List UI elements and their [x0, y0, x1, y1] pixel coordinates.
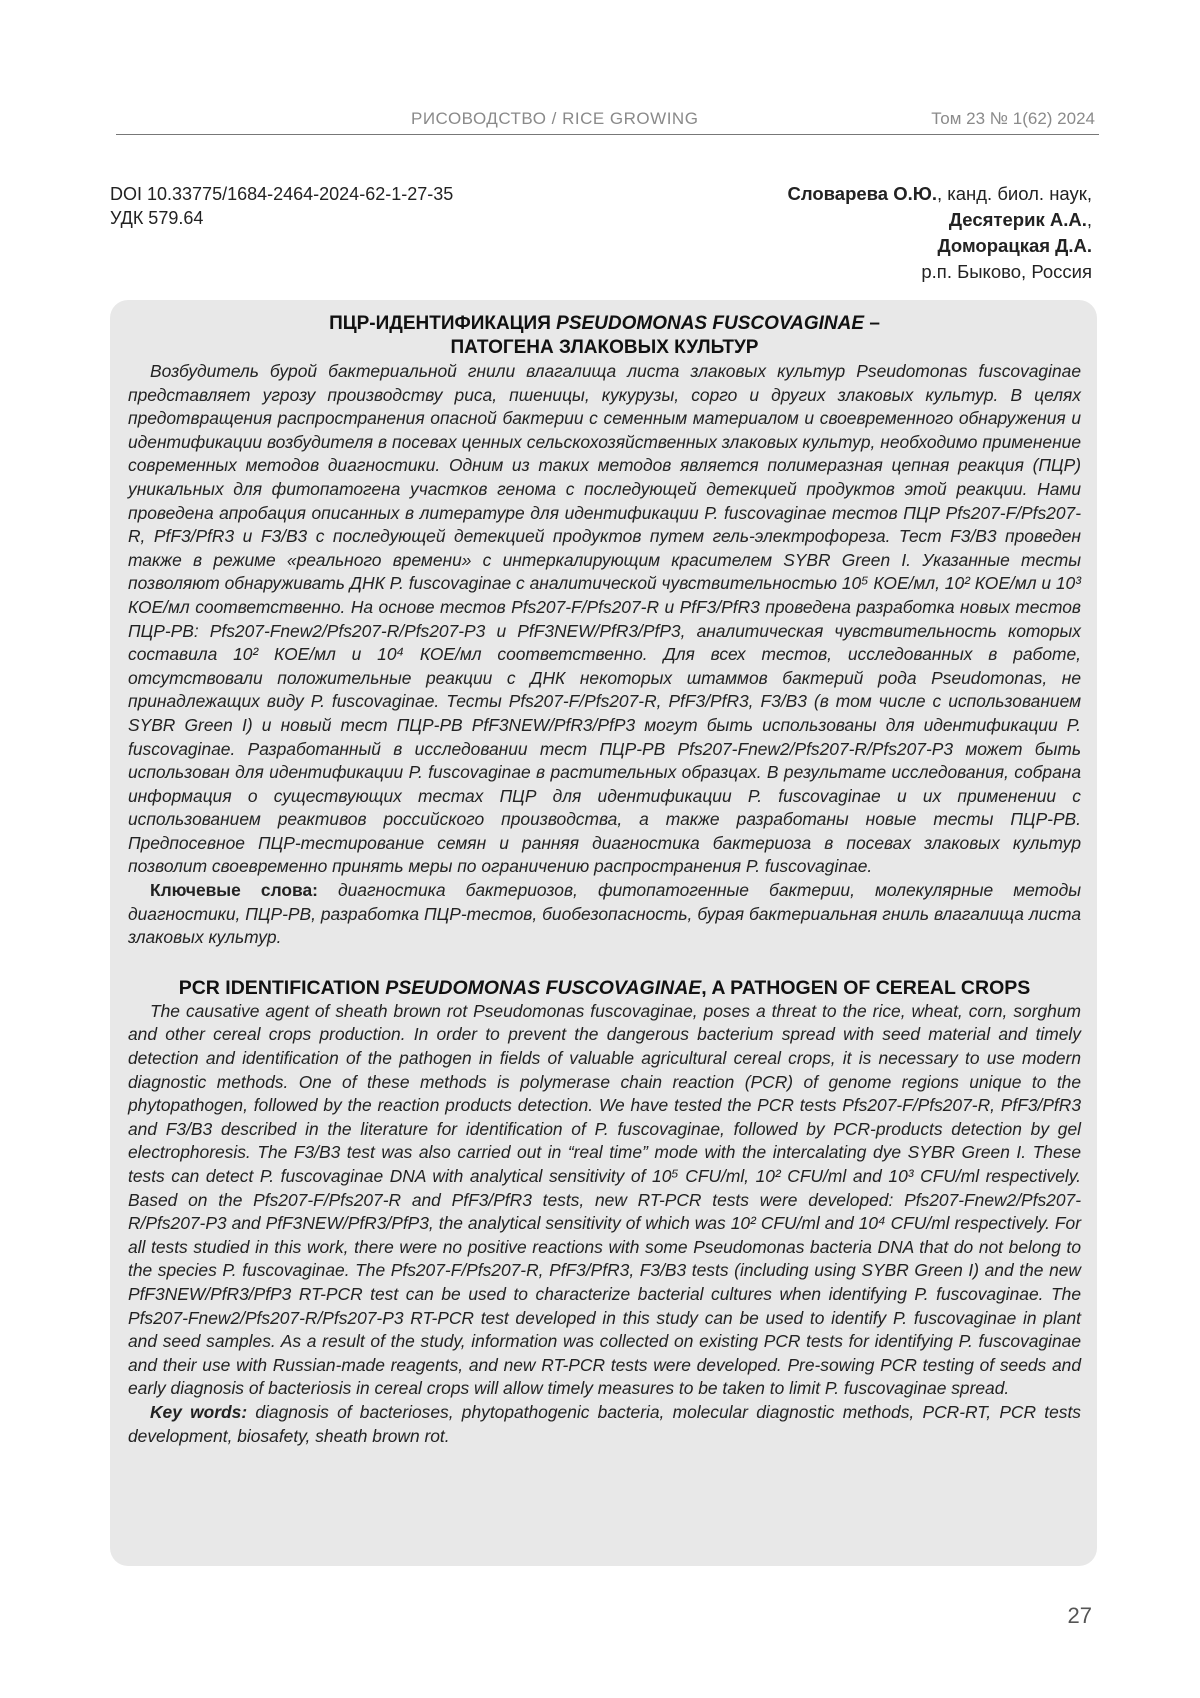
- author-2: [787, 207, 1092, 233]
- author-1: [787, 181, 1092, 207]
- author-location: р.п. Быково, Россия: [921, 261, 1092, 282]
- ru-keywords-text: диагностика бактериозов, фитопатогенные бактерии, молекулярные методы диагностики, ПЦР-РВ, разработка ПЦР-тестов, биобезопасность, бурая бактериальная гниль влагалища листа злаковых культур.: [128, 880, 1082, 948]
- doi[interactable]: DOI 10.33775/1684-2464-2024-62-1-27-35: [110, 184, 454, 204]
- page-number: 27: [1067, 1603, 1092, 1628]
- running-header: [116, 106, 1099, 135]
- ru-keywords: [128, 879, 1081, 950]
- author-2-name: Десятерик А.А.: [948, 209, 1087, 230]
- journal-name: РИСОВОДСТВО / RICE GROWING: [411, 109, 699, 128]
- en-keywords-label: Key words:: [150, 1401, 248, 1422]
- author-3: [787, 233, 1092, 259]
- ru-title-suffix: –: [864, 313, 880, 334]
- en-title-suffix: , A PATHOGEN OF CEREAL CROPS: [701, 976, 1031, 999]
- ru-title-line2: ПАТОГЕНА ЗЛАКОВЫХ КУЛЬТУР: [450, 337, 759, 358]
- author-1-degree: , канд. биол. наук,: [936, 183, 1092, 204]
- en-title: [128, 976, 1081, 1000]
- author-list: [787, 181, 1092, 285]
- ru-title-prefix: ПЦР-ИДЕНТИФИКАЦИЯ: [329, 313, 557, 334]
- en-title-prefix: PCR IDENTIFICATION: [178, 976, 386, 999]
- ru-title: [128, 312, 1081, 360]
- en-keywords-text: diagnosis of bacterioses, phytopathogenic bacteria, molecular diagnostic methods, PCR-RT, PCR tests development, biosafety, sheath brown rot.: [128, 1401, 1081, 1446]
- en-title-species: PSEUDOMONAS FUSCOVAGINAE: [385, 976, 702, 999]
- en-abstract: The causative agent of sheath brown rot Pseudomonas fuscovaginae, poses a threat to the rice, wheat, corn, sorghum and other cereal crops production. In order to prevent the dangerous bacterium spread with seed material and timely detection and identification of the pathogen in fields of valuable agricultural cereal crops, it is necessary to use modern diagnostic methods. One of these methods is polymerase chain reaction (PCR) of genome regions unique to the phytopathogen, followed by the reaction products detection. We have tested the PCR tests Pfs207-F/Pfs207-R, PfF3/PfR3 and F3/B3 described in the literature for identification of P. fuscovaginae, followed by PCR-products detection by gel electrophoresis. The F3/B3 test was also carried out in “real time” mode with the intercalating dye SYBR Green I. These tests can detect P. fuscovaginae DNA with analytical sensitivity of 10⁵ CFU/ml, 10² CFU/ml and 10³ CFU/ml respectively. Based on the Pfs207-F/Pfs207-R and PfF3/PfR3 tests, new RT-PCR tests were developed: Pfs207-Fnew2/Pfs207-R/Pfs207-P3 and PfF3NEW/PfR3/PfP3, the analytical sensitivity of which was 10² CFU/ml and 10⁴ CFU/ml respectively. For all tests studied in this work, there were no positive reactions with some Pseudomonas bacteria DNA that do not belong to the species P. fuscovaginae. The Pfs207-F/Pfs207-R, PfF3/PfR3, F3/B3 tests (including using SYBR Green I) and the new PfF3NEW/PfR3/PfP3 RT-PCR test can be used to characterize bacterial cultures when identifying P. fuscovaginae. The Pfs207-Fnew2/Pfs207-R/Pfs207-P3 RT-PCR test developed in this study can be used to identify P. fuscovaginae in plant and seed samples. As a result of the study, information was collected on existing PCR tests for identifying P. fuscovaginae and their use with Russian-made reagents, and new RT-PCR tests were developed. Pre-sowing PCR testing of seeds and early diagnosis of bacteriosis in cereal crops will allow timely measures to be taken to limit P. fuscovaginae spread.: [128, 1000, 1081, 1399]
- ru-abstract: Возбудитель бурой бактериальной гнили влагалища листа злаковых культур Pseudomonas fuscovaginae представляет угрозу производству риса, пшеницы, кукурузы, сорго и других злаковых культур. В целях предотвращения распространения опасной бактерии с семенным материалом и своевременного обнаружения и идентификации возбудителя в посевах ценных сельскохозяйственных злаковых культур, необходимо применение современных методов диагностики. Одним из таких методов является полимеразная цепная реакция (ПЦР) уникальных для фитопатогена участков генома с последующей детекцией продуктов этой реакции. Нами проведена апробация описанных в литературе для идентификации P. fuscovaginae тестов ПЦР Pfs207-F/Pfs207-R, PfF3/PfR3 и F3/B3 с последующей детекцией продуктов путем гель-электрофореза. Тест F3/B3 проведен также в режиме «реального времени» с интеркалирующим красителем SYBR Green I. Указанные тесты позволяют обнаруживать ДНК P. fuscovaginae с аналитической чувствительностью 10⁵ КОЕ/мл, 10² КОЕ/мл и 10³ КОЕ/мл соответственно. На основе тестов Pfs207-F/Pfs207-R и PfF3/PfR3 проведена разработка новых тестов ПЦР-РВ: Pfs207-Fnew2/Pfs207-R/Pfs207-P3 и PfF3NEW/PfR3/PfP3, аналитическая чувствительность которых составила 10² КОЕ/мл и 10⁴ КОЕ/мл соответственно. Для всех тестов, исследованных в работе, отсутствовали положительные реакции с ДНК некоторых штаммов бактерий рода Pseudomonas, не принадлежащих виду P. fuscovaginae. Тесты Pfs207-F/Pfs207-R, PfF3/PfR3, F3/B3 (в том числе с использованием SYBR Green I) и новый тест ПЦР-РВ PfF3NEW/PfR3/PfP3 могут быть использованы для идентификации P. fuscovaginae. Разработанный в исследовании тест ПЦР-РВ Pfs207-Fnew2/Pfs207-R/Pfs207-P3 может быть использован для идентификации P. fuscovaginae в растительных образцах. В результате исследования, собрана информация о существующих тестах ПЦР для идентификации P. fuscovaginae и их применении с использованием реактивов российского производства, а также разработаны новые тесты ПЦР-РВ. Предпосевное ПЦР-тестирование семян и ранняя диагностика бактериоза в посевах злаковых культур позволит своевременно принять меры по ограничению распространения P. fuscovaginae.: [128, 361, 1081, 877]
- abstract-box: [110, 300, 1097, 1566]
- en-keywords: [128, 1401, 1081, 1448]
- issue-info: Том 23 № 1(62) 2024: [931, 109, 1095, 128]
- ru-title-species: PSEUDOMONAS FUSCOVAGINAE: [556, 313, 865, 334]
- ru-keywords-label: Ключевые слова:: [150, 880, 318, 901]
- author-1-name: Словарева О.Ю.: [787, 183, 937, 204]
- author-2-sep: ,: [1086, 209, 1092, 230]
- author-3-name: Доморацкая Д.А.: [937, 235, 1092, 256]
- udk: УДК 579.64: [110, 208, 204, 228]
- article-identifiers: [110, 182, 453, 230]
